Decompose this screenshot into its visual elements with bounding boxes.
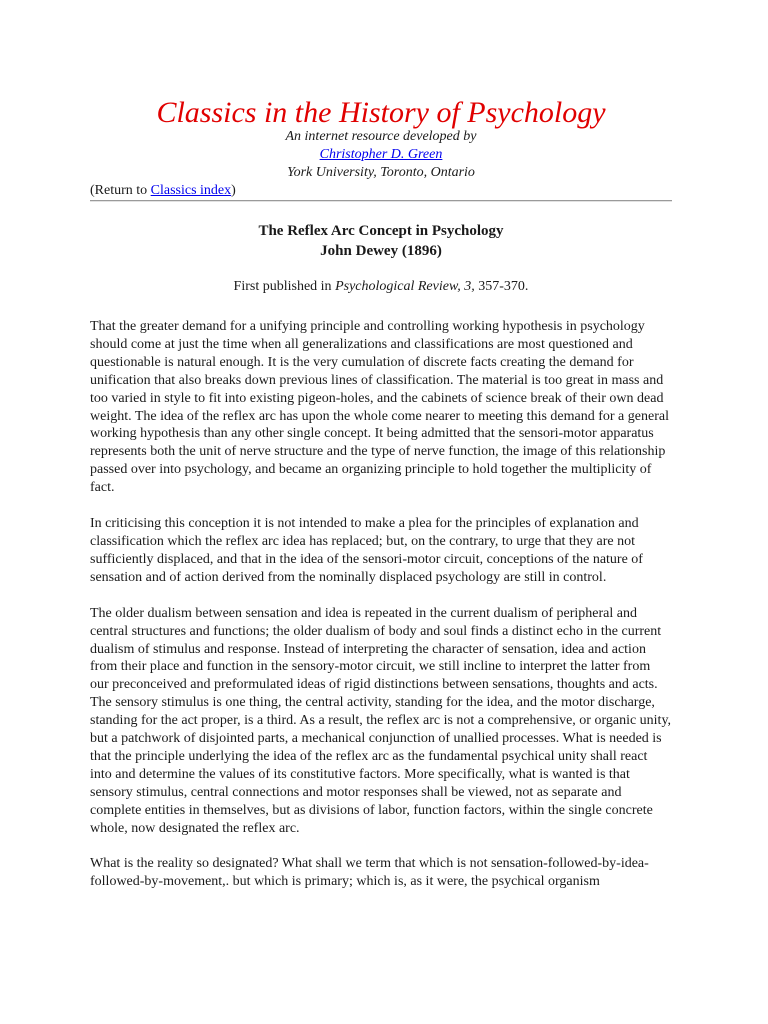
return-suffix: ): [231, 183, 236, 198]
resource-line: An internet resource developed by: [285, 129, 477, 144]
publication-info: [90, 278, 672, 296]
horizontal-divider: [90, 200, 672, 202]
article-author: John Dewey (1896): [320, 243, 442, 259]
journal-name: Psychological Review, 3,: [335, 279, 475, 294]
article-body: [90, 318, 672, 909]
paragraph: The older dualism between sensation and idea is repeated in the current dualism of peripheral and central structures and functions; the older dualism of body and soul finds a distinct echo in the current dualism of stimulus and response. Instead of interpreting the character of sensation, idea and action from their place and function in the sensory-motor circuit, we still incline to interpret the latter from our preconceived and preformulated ideas of rigid distinctions between sensations, thoughts and acts. The sensory stimulus is one thing, the central activity, standing for the idea, and the motor discharge, standing for the act proper, is a third. As a result, the reflex arc is not a comprehensive, or organic unity, but a patchwork of disjointed parts, a mechanical conjunction of unallied processes. What is needed is that the principle underlying the idea of the reflex arc as the fundamental psychical unity shall react into and determine the values of its constitutive factors. More specifically, what is wanted is that sensory stimulus, central connections and motor responses shall be viewed, not as separate and complete entities in themselves, but as divisions of labor, function factors, within the single concrete whole, now designated the reflex arc.: [90, 605, 672, 836]
paragraph: In criticising this conception it is not intended to make a plea for the principles of explanation and classification which the reflex arc idea has replaced; but, on the contrary, to urge that they are not sufficiently displaced, and that in the idea of the sensori-motor circuit, conceptions of the nature of sensation and of action derived from the nominally displaced psychology are still in control.: [90, 516, 643, 585]
return-prefix: (Return to: [90, 183, 151, 198]
site-title: Classics in the History of Psychology: [156, 96, 606, 129]
return-nav: [90, 182, 236, 200]
institution-line: York University, Toronto, Ontario: [287, 165, 475, 180]
classics-index-link[interactable]: Classics index: [150, 183, 232, 198]
author-credit: [90, 146, 672, 164]
paragraph: That the greater demand for a unifying principle and controlling working hypothesis in psychology should come at just the time when all generalizations and classifications are most questioned and questionable is natural enough. It is the very cumulation of discrete facts creating the demand for unification that also breaks down previous lines of classification. The material is too great in mass and too varied in style to fit into existing pigeon-holes, and the cabinets of science break of their own dead weight. The idea of the reflex arc has upon the whole come nearer to meeting this demand for a general working hypothesis than any other single concept. It being admitted that the sensori-motor apparatus represents both the unit of nerve structure and the type of nerve function, the image of this relationship passed over into psychology, and became an organizing principle to hold together the multiplicity of fact.: [90, 319, 669, 496]
pub-pages: 357-370.: [474, 279, 529, 294]
author-link[interactable]: Christopher D. Green: [319, 147, 443, 162]
article-title: The Reflex Arc Concept in Psychology: [258, 223, 504, 239]
paragraph: What is the reality so designated? What shall we term that which is not sensation-followed-by-idea-followed-by-movement,. but which is primary; which is, as it were, the psychical organism: [90, 856, 649, 890]
pub-prefix: First published in: [233, 279, 336, 294]
